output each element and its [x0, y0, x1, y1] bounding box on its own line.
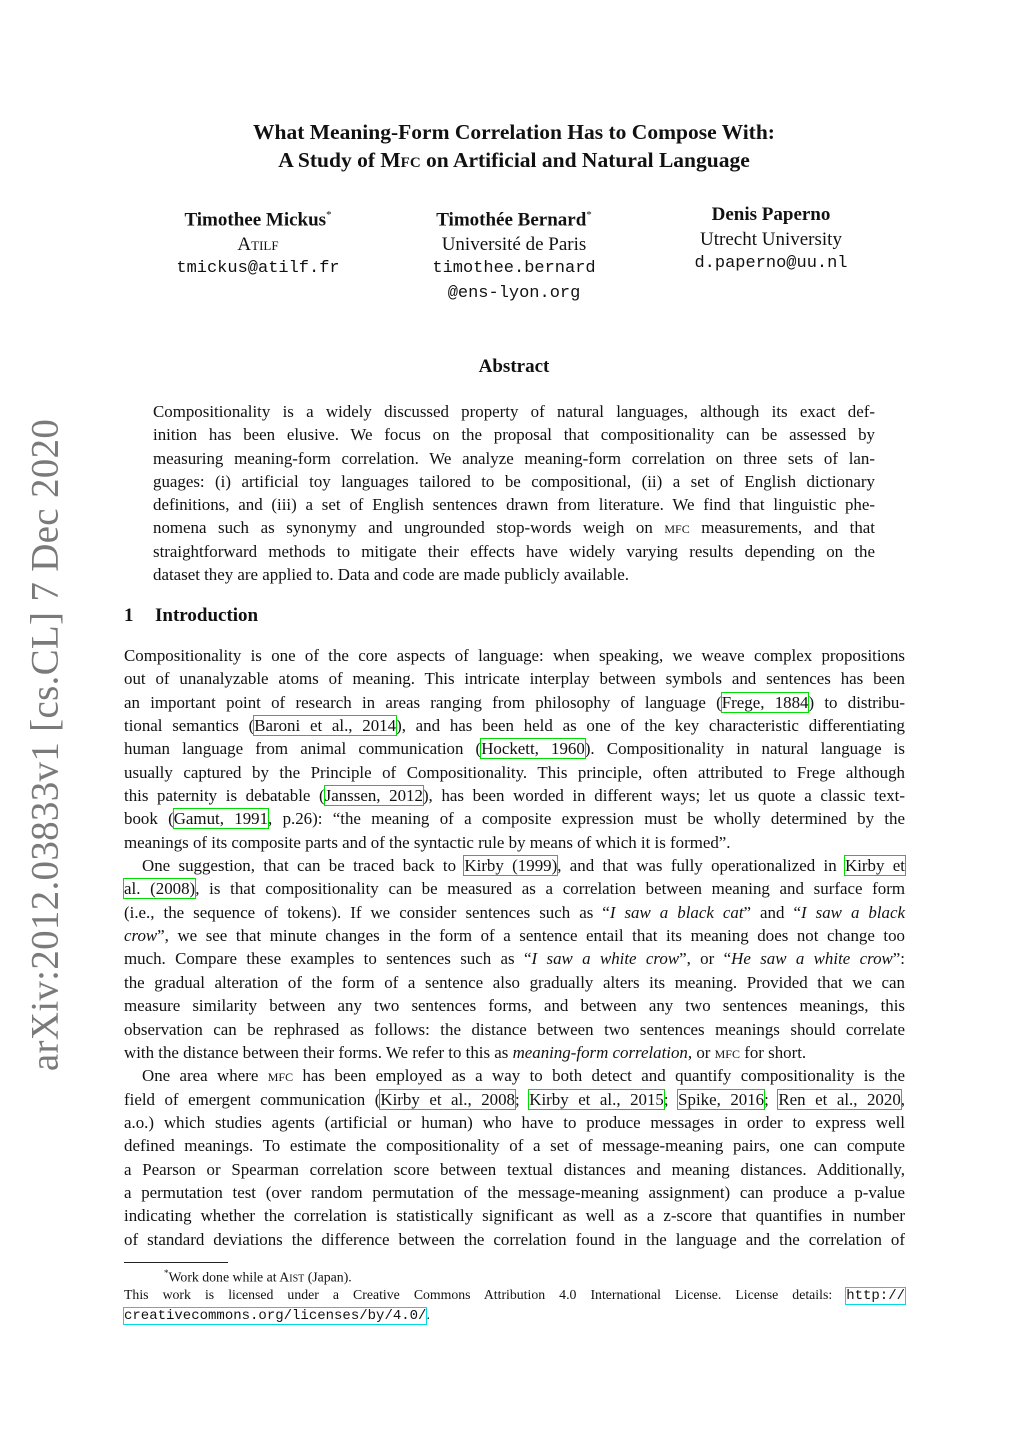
author-3 — [656, 203, 886, 277]
section-heading: 1 Introduction — [124, 605, 259, 626]
footnote-divider — [124, 1262, 228, 1263]
paragraph-3: One area where mfc has been employed as a way to both detect and quantify compositionality is the field of emergent communication (Kirby et al., 2008; Kirby et al., 2015; Spike, 2016; Ren et al., 2020, a.o.) which studies agents (artificial or human) who have to produce messages in order to express well defined meanings. To estimate the compositionality of a set of message-meaning pairs, one can compute a Pearson or Spearman correlation score between textual distances and meaning distances. Additionally, a permutation test (over random permutation of the message-meaning assignment) can produce a p-value indicating whether the correlation is statistically significant as well as a z-score that quantifies in number of standard deviations the difference between the correlation found in the language and the correlation of — [124, 1066, 906, 1249]
abstract-line: straightforward methods to mitigate their effects have widely varying results depending on the — [153, 541, 875, 561]
citation-link[interactable]: Kirby et al., 2015 — [529, 1089, 664, 1109]
abstract-line: dataset they are applied to. Data and code are made publicly available. — [153, 565, 630, 585]
author-email[interactable]: tmickus@atilf.fr — [176, 259, 340, 279]
license-note-continued: creativecommons.org/licenses/by/4.0/. — [124, 1306, 430, 1324]
citation-link[interactable]: al. (2008) — [124, 879, 196, 899]
author-1 — [140, 203, 376, 282]
footnotes — [124, 1265, 905, 1325]
citation-link[interactable]: Baroni et al., 2014 — [254, 716, 397, 736]
citation-link[interactable]: Janssen, 2012 — [324, 786, 423, 806]
citation-link[interactable]: Gamut, 1991 — [173, 809, 269, 829]
license-note: This work is licensed under a Creative Commons Attribution 4.0 International License. License details: http:// — [124, 1287, 905, 1305]
title-line-2: A Study of Mfc on Artificial and Natural Language — [278, 148, 750, 172]
abstract-line: Compositionality is a widely discussed property of natural languages, although its exact def- — [153, 402, 875, 421]
abstract-line: guages: (i) artificial toy languages tailored to be compositional, (ii) a set of English dictionary — [153, 471, 875, 491]
abstract-line: definitions, and (iii) a set of English sentences drawn from literature. We find that linguistic phe- — [153, 495, 875, 515]
author-affiliation: Université de Paris — [441, 233, 587, 255]
author-email[interactable]: d.paperno@uu.nl — [694, 254, 848, 273]
author-affiliation: Utrecht University — [700, 228, 842, 250]
author-email[interactable]: timothee.bernard — [432, 259, 596, 279]
abstract-text — [153, 400, 875, 586]
author-2 — [394, 203, 634, 306]
author-name: Timothée Bernard* — [436, 209, 592, 231]
abstract-line: measuring meaning-form correlation. We analyze meaning-form correlation on three sets of lan- — [153, 448, 875, 468]
paragraph-2: One suggestion, that can be traced back to Kirby (1999), and that was fully operationalized in Kirby et al. (2008), is that compositionality can be measured as a correlation between meaning and surface form (i.e., the sequence of tokens). If we consider sentences such as “I saw a black cat” and “I saw a black crow”, we see that minute changes in the form of a sentence entail that its meaning does not change too much. Compare these examples to sentences such as “I saw a white crow”, or “He saw a white crow”: the gradual alteration of the form of a sentence also gradually alters its meaning. Provided that we can measure similarity between any two sentences forms, and between any two sentences meanings, this observation can be rephrased as follows: the distance between two sentences meanings should correlate with the distance between their forms. We refer to this as meaning-form correlation, or mfc for short. — [124, 856, 906, 1062]
abstract-line: inition has been elusive. We focus on the proposal that compositionality can be assessed by — [153, 425, 875, 445]
paragraph-1: Compositionality is one of the core aspects of language: when speaking, we weave complex propositions out of unanalyzable atoms of meaning. This intricate interplay between symbols and sentences has been an important point of research in areas ranging from philosophy of language (Frege, 1884) to distribu- tional semantics (Baroni et al., 2014), and has been held as one of the key characteristic differentiating human language from animal communication (Hockett, 1960). Compositionality in natural language is usually captured by the Principle of Compositionality. This principle, often attributed to Frege although this paternity is debatable (Janssen, 2012), has been worded in different ways; let us quote a classic text- book (Gamut, 1991, p.26): “the meaning of a composite expression must be wholly determined by the meanings of its composite parts and of the syntactic rule by means of which it is formed”. — [124, 646, 906, 852]
citation-link[interactable]: Frege, 1884 — [721, 692, 809, 712]
citation-link[interactable]: Spike, 2016 — [678, 1089, 765, 1109]
introduction-body — [124, 644, 905, 1251]
citation-link[interactable]: Ren et al., 2020 — [778, 1089, 901, 1109]
paper-title — [124, 118, 904, 174]
author-name: Denis Paperno — [711, 204, 831, 225]
author-email-continued[interactable]: @ens-lyon.org — [447, 283, 581, 303]
author-name: Timothee Mickus* — [184, 209, 332, 231]
license-url[interactable]: http:// — [846, 1288, 905, 1305]
title-line-1: What Meaning-Form Correlation Has to Compose With: — [253, 120, 775, 144]
abstract-heading: Abstract — [478, 356, 550, 377]
citation-link[interactable]: Kirby et al., 2008 — [380, 1089, 516, 1109]
arxiv-identifier[interactable]: arXiv:2012.03833v1 [cs.CL] 7 Dec 2020 — [23, 418, 67, 1072]
citation-link[interactable]: Kirby et — [845, 856, 905, 876]
license-url[interactable]: creativecommons.org/licenses/by/4.0/ — [124, 1307, 427, 1324]
citation-link[interactable]: Hockett, 1960 — [481, 739, 585, 759]
citation-link[interactable]: Kirby (1999) — [464, 856, 558, 876]
footnote-1: *Work done while at Aist (Japan). — [164, 1268, 352, 1285]
author-affiliation: Atilf — [237, 233, 279, 255]
abstract-line: nomena such as synonymy and ungrounded stop-words weigh on mfc measurements, and that — [153, 518, 875, 538]
